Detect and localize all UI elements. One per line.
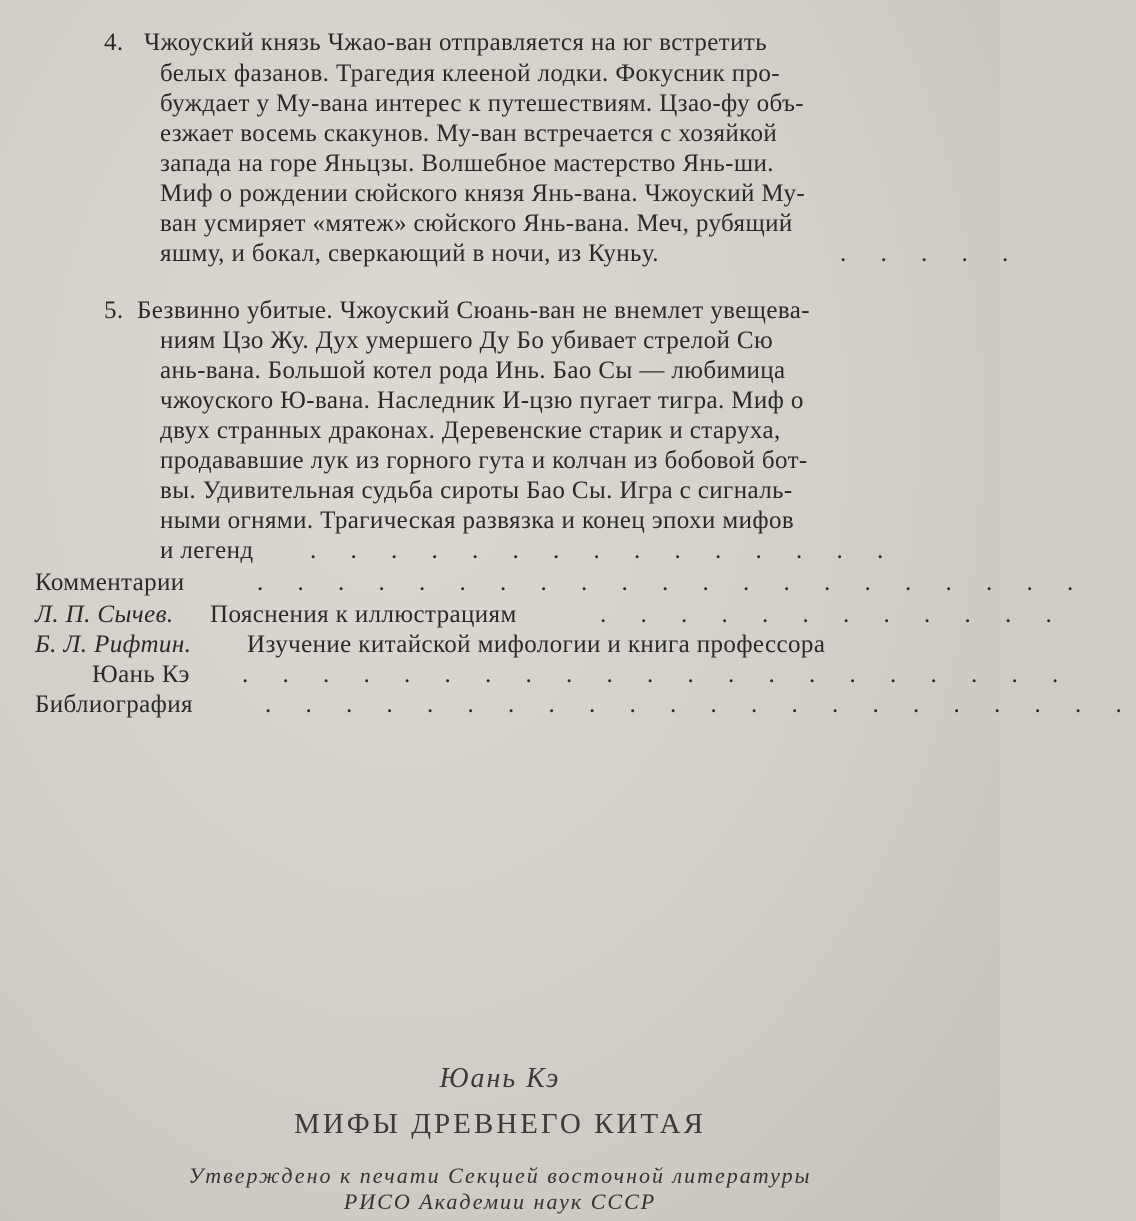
entry-line	[160, 239, 1023, 269]
approval-line-1: Утверждено к печати Секцией восточной литературы	[188, 1163, 812, 1188]
approval-line-2: РИСО Академии наук СССР	[343, 1189, 657, 1214]
toc-entry-riftin	[0, 630, 1073, 690]
entry-text: вы. Удивительная судьба сироты Бао Сы. Игра с сигналь-	[160, 477, 793, 504]
entry-line	[160, 89, 990, 119]
dot-leader: . . . . . . . . . . . .	[600, 601, 1066, 628]
colophon-title: МИФЫ ДРЕВНЕГО КИТАЯ	[294, 1108, 706, 1140]
entry-text: ван усмиряет «мятеж» сюйского Янь-вана. Меч, рубящий	[160, 210, 793, 237]
entry-line	[160, 506, 990, 536]
entry-line	[160, 179, 990, 209]
dot-leader: . . . . . . . . . . . . . . .	[310, 537, 898, 564]
entry-author: Л. П. Сычев.	[35, 601, 174, 628]
entry-text: Миф о рождении сюйского князя Янь-вана. Чжоуский Му-	[160, 180, 806, 207]
dot-leader: . . . . .	[840, 240, 1023, 267]
entry-number: 4.	[104, 29, 124, 56]
dot-leader: . . . . . . . . . . . . . . . . . . . . . .	[265, 691, 1136, 718]
dot-leader: . . . . . . . . . . . . . . . . . . . . .	[257, 569, 1088, 596]
entry-author: Б. Л. Рифтин.	[35, 631, 192, 658]
entry-text: яшму, и бокал, сверкающий в ночи, из Куньу.	[160, 240, 659, 267]
toc-entry-4	[0, 28, 1023, 296]
toc-entry-5	[0, 296, 1000, 568]
entry-line	[137, 296, 987, 326]
entry-line	[160, 326, 990, 356]
entry-text: чжоуского Ю-вана. Наследник И-цзю пугает тигра. Миф о	[160, 387, 804, 414]
toc-entry-commentary	[0, 568, 1088, 600]
entry-line	[160, 209, 990, 239]
toc-entry-bibliography	[0, 690, 1136, 720]
entry-text: белых фазанов. Трагедия клееной лодки. Фокусник про-	[160, 60, 781, 87]
entry-line	[160, 536, 990, 566]
entry-label: Комментарии	[35, 569, 185, 596]
table-of-contents	[0, 28, 1136, 720]
entry-text: и легенд	[160, 537, 254, 564]
entry-text: продававшие лук из горного гута и колчан из бобовой бот-	[160, 447, 808, 474]
entry-number: 5.	[104, 297, 124, 324]
entry-line	[160, 416, 990, 446]
entry-line	[160, 59, 990, 89]
colophon-approval	[0, 1163, 1000, 1215]
entry-label: Библиография	[35, 691, 193, 718]
entry-line	[160, 476, 990, 506]
entry-line	[144, 28, 984, 58]
entry-title: Пояснения к иллюстрациям	[210, 601, 517, 628]
entry-text: езжает восемь скакунов. Му-ван встречается с хозяйкой	[160, 120, 778, 147]
entry-text: запада на горе Яньцзы. Волшебное мастерство Янь-ши.	[160, 150, 774, 177]
colophon-author: Юань Кэ	[439, 1063, 561, 1094]
entry-line	[160, 446, 990, 476]
entry-line	[160, 386, 990, 416]
entry-title-cont: Юань Кэ	[92, 661, 190, 688]
entry-text: ниям Цзо Жу. Дух умершего Ду Бо убивает стрелой Сю	[160, 327, 774, 354]
entry-line	[160, 119, 990, 149]
toc-entry-illustrations	[0, 600, 1066, 630]
dot-leader: . . . . . . . . . . . . . . . . . . . . .	[242, 661, 1073, 688]
entry-text: буждает у Му-вана интерес к путешествиям. Цзао-фу объ-	[160, 90, 805, 117]
entry-text: ань-вана. Большой котел рода Инь. Бао Сы — любимица	[160, 357, 786, 384]
entry-line	[160, 149, 990, 179]
entry-text: двух странных драконах. Деревенские старик и старуха,	[160, 417, 781, 444]
entry-text: Безвинно убитые. Чжоуский Сюань-ван не внемлет увещева-	[137, 297, 810, 324]
entry-text: ными огнями. Трагическая развязка и конец эпохи мифов	[160, 507, 795, 534]
entry-text: Чжоуский князь Чжао-ван отправляется на юг встретить	[144, 29, 767, 56]
entry-title: Изучение китайской мифологии и книга профессора	[247, 631, 826, 658]
entry-line	[160, 356, 990, 386]
